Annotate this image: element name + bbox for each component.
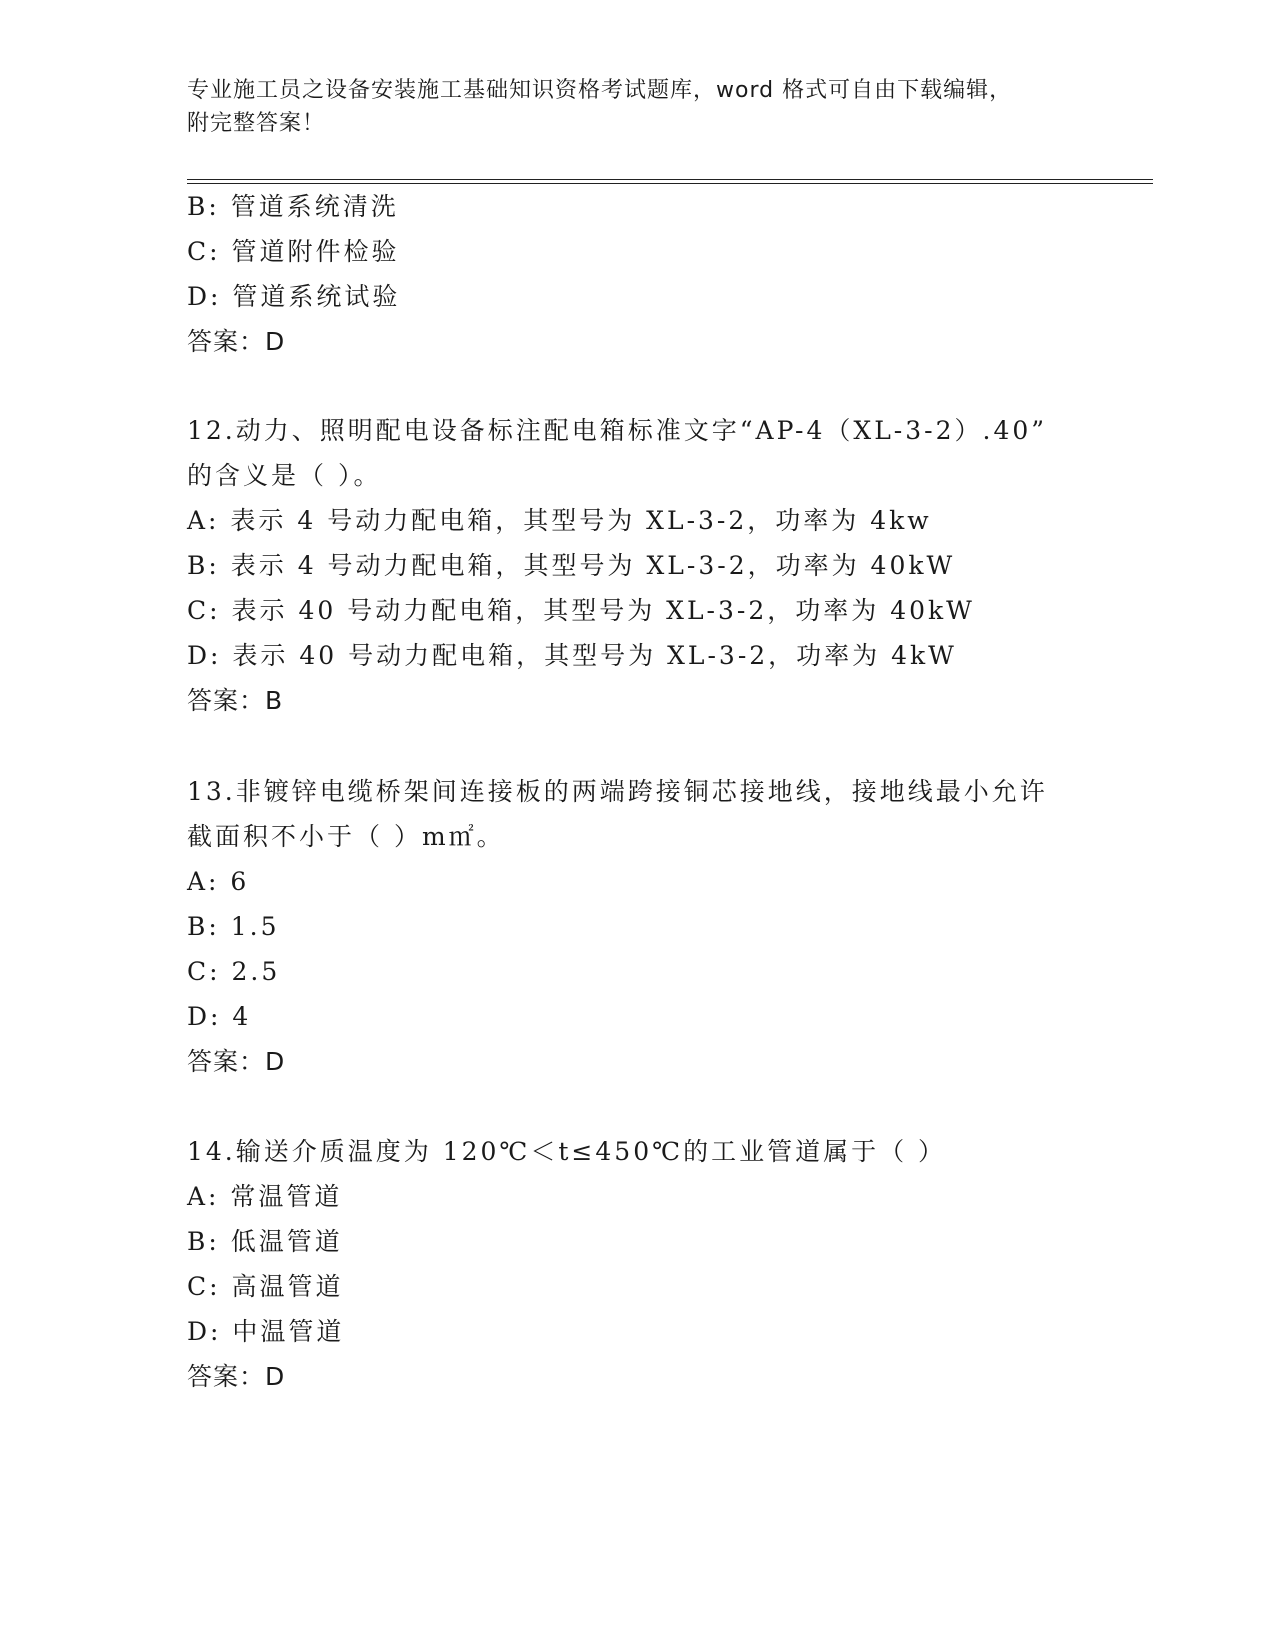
option-d: D: 中温管道 xyxy=(187,1317,345,1346)
answer: 答案：D xyxy=(187,327,286,356)
header-divider-bottom xyxy=(187,183,1153,184)
header-line-1: 专业施工员之设备安装施工基础知识资格考试题库，word 格式可自由下载编辑， xyxy=(187,78,1013,103)
option-a: A: 常温管道 xyxy=(187,1182,343,1211)
option-d: D: 管道系统试验 xyxy=(187,282,401,311)
question-text-line-1: 12.动力、照明配电设备标注配电箱标准文字“AP-4（XL-3-2）.40” xyxy=(187,416,1048,445)
option-b: B: 表示 4 号动力配电箱，其型号为 XL-3-2，功率为 40kW xyxy=(187,551,956,580)
option-d: D: 表示 40 号动力配电箱，其型号为 XL-3-2，功率为 4kW xyxy=(187,641,957,670)
answer: 答案：B xyxy=(187,686,284,715)
answer: 答案：D xyxy=(187,1362,286,1391)
option-b: B: 管道系统清洗 xyxy=(187,192,399,221)
option-d: D: 4 xyxy=(187,1002,252,1031)
option-a: A: 表示 4 号动力配电箱，其型号为 XL-3-2，功率为 4kw xyxy=(187,506,932,535)
option-b: B: 1.5 xyxy=(187,912,280,941)
question-text-line-2: 的含义是（ ）。 xyxy=(187,461,382,490)
option-c: C: 2.5 xyxy=(187,957,281,986)
document-header xyxy=(187,74,1067,140)
header-line-2: 附完整答案！ xyxy=(187,111,326,136)
question-text-line-1: 14.输送介质温度为 120℃＜t≤450℃的工业管道属于（ ） xyxy=(187,1137,947,1166)
header-divider-top xyxy=(187,179,1153,180)
option-c: C: 表示 40 号动力配电箱，其型号为 XL-3-2，功率为 40kW xyxy=(187,596,975,625)
question-text-line-1: 13.非镀锌电缆桥架间连接板的两端跨接铜芯接地线，接地线最小允许 xyxy=(187,777,1048,806)
answer: 答案：D xyxy=(187,1047,286,1076)
question-text-line-2: 截面积不小于（ ）m㎡。 xyxy=(187,822,505,851)
option-b: B: 低温管道 xyxy=(187,1227,343,1256)
option-a: A: 6 xyxy=(187,867,250,896)
option-c: C: 高温管道 xyxy=(187,1272,344,1301)
option-c: C: 管道附件检验 xyxy=(187,237,400,266)
